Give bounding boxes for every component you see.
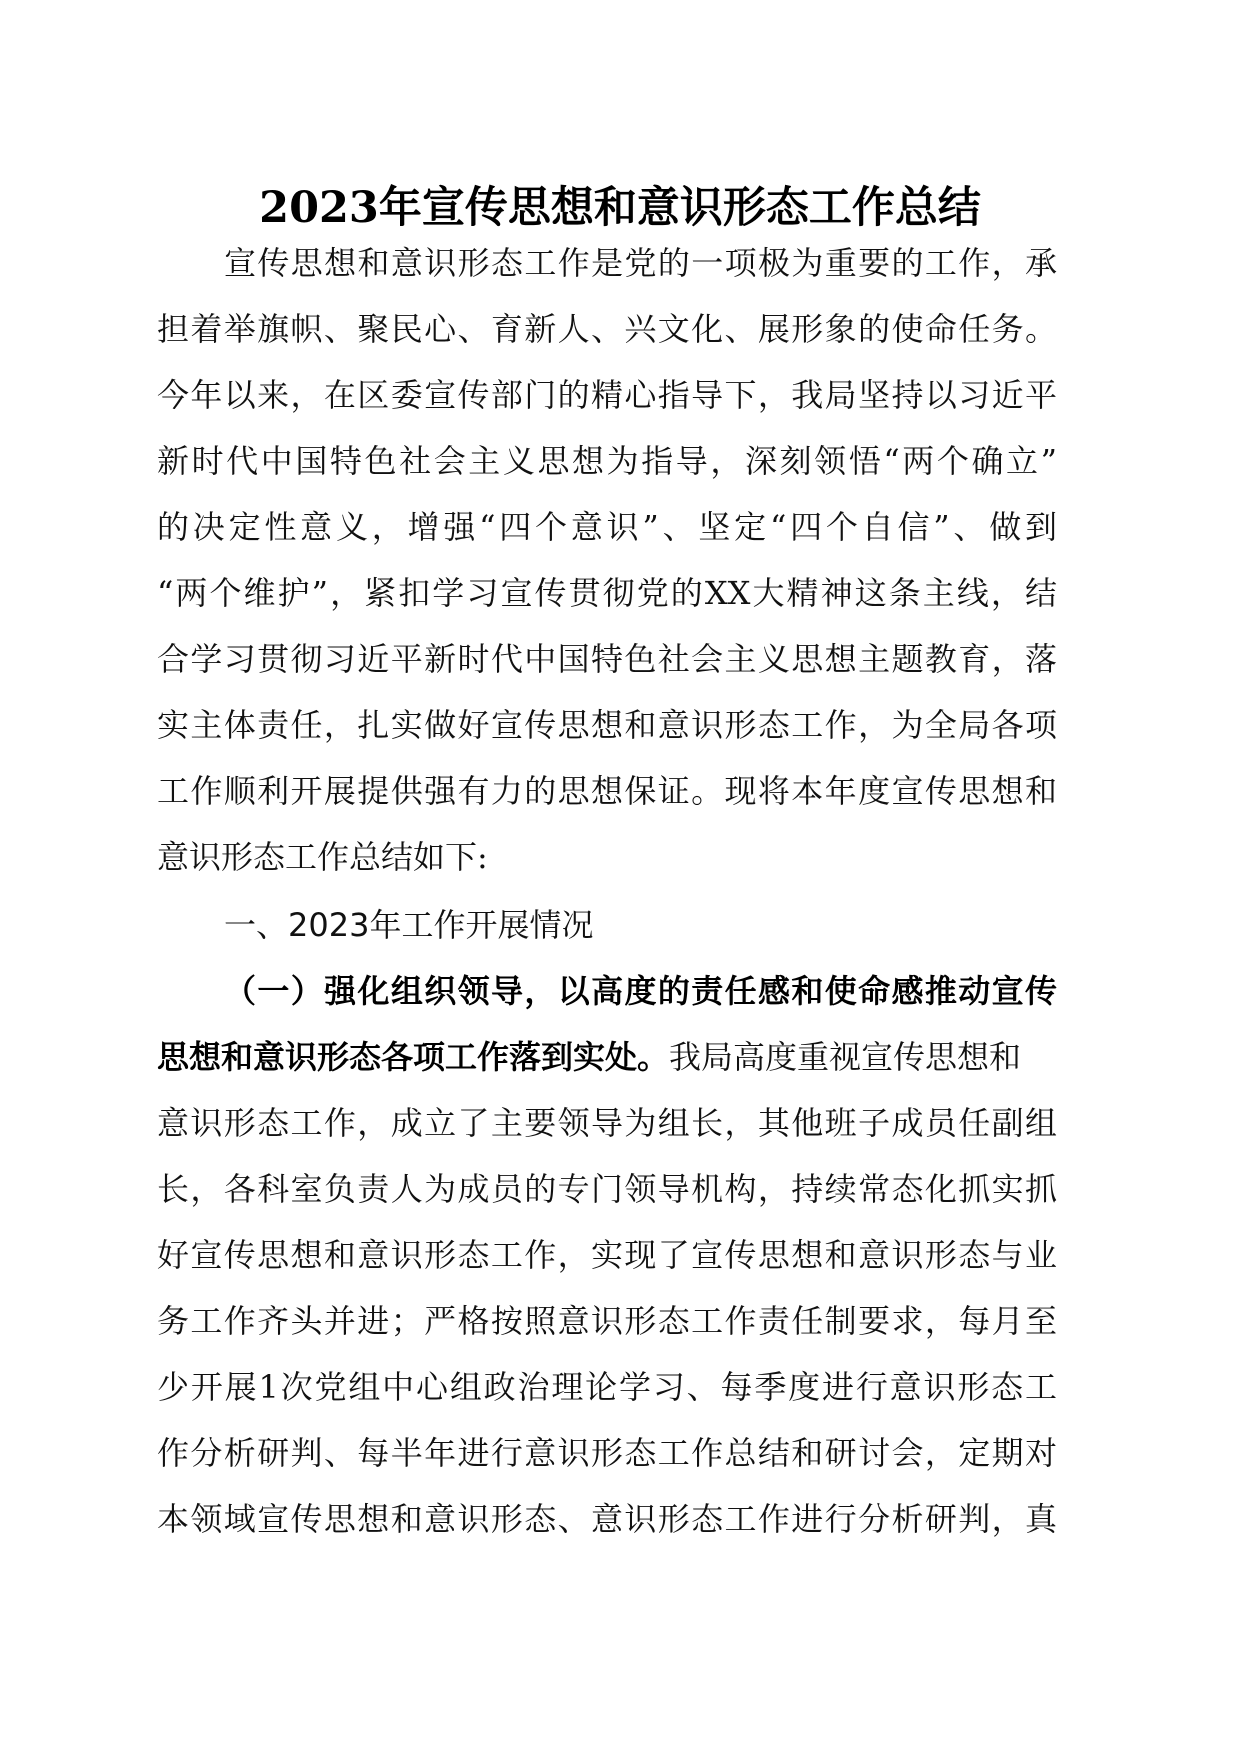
subsection-heading: （一）强化组织领导，以高度的责任感和使命感推动宣传 (224, 972, 1057, 1010)
paragraph-line (157, 1024, 1021, 1090)
paragraph-line: “两个维护”，紧扣学习宣传贯彻党的XX大精神这条主线，结 (157, 574, 1057, 612)
paragraph-line: 合学习贯彻习近平新时代中国特色社会主义思想主题教育，落 (157, 640, 1057, 678)
paragraph-line: 今年以来，在区委宣传部门的精心指导下，我局坚持以习近平 (157, 376, 1057, 414)
paragraph-line: 少开展1次党组中心组政治理论学习、每季度进行意识形态工 (157, 1368, 1057, 1406)
paragraph-line: 工作顺利开展提供强有力的思想保证。现将本年度宣传思想和 (157, 772, 1057, 810)
paragraph-line: 务工作齐头并进；严格按照意识形态工作责任制要求，每月至 (157, 1302, 1057, 1340)
subsection-heading-tail: 思想和意识形态各项工作落到实处。 (157, 1038, 670, 1076)
paragraph-line: 长，各科室负责人为成员的专门领导机构，持续常态化抓实抓 (157, 1170, 1057, 1208)
document-title: 2023年宣传思想和意识形态工作总结 (259, 183, 981, 233)
paragraph-line: 新时代中国特色社会主义思想为指导，深刻领悟“两个确立” (157, 442, 1057, 480)
subsection-text-start: 我局高度重视宣传思想和 (669, 1038, 1022, 1076)
paragraph-line: 实主体责任，扎实做好宣传思想和意识形态工作，为全局各项 (157, 706, 1057, 744)
paragraph-line: 意识形态工作总结如下: (157, 838, 488, 876)
section-heading: 一、2023年工作开展情况 (224, 906, 594, 944)
paragraph-line: 本领域宣传思想和意识形态、意识形态工作进行分析研判，真 (157, 1500, 1057, 1538)
paragraph-line: 的决定性意义，增强“四个意识”、坚定“四个自信”、做到 (157, 508, 1057, 546)
paragraph-line: 担着举旗帜、聚民心、育新人、兴文化、展形象的使命任务。 (157, 310, 1057, 348)
paragraph-line: 作分析研判、每半年进行意识形态工作总结和研讨会，定期对 (157, 1434, 1057, 1472)
paragraph-line: 好宣传思想和意识形态工作，实现了宣传思想和意识形态与业 (157, 1236, 1057, 1274)
paragraph-line: 宣传思想和意识形态工作是党的一项极为重要的工作，承 (224, 244, 1057, 282)
paragraph-line: 意识形态工作，成立了主要领导为组长，其他班子成员任副组 (157, 1104, 1057, 1142)
